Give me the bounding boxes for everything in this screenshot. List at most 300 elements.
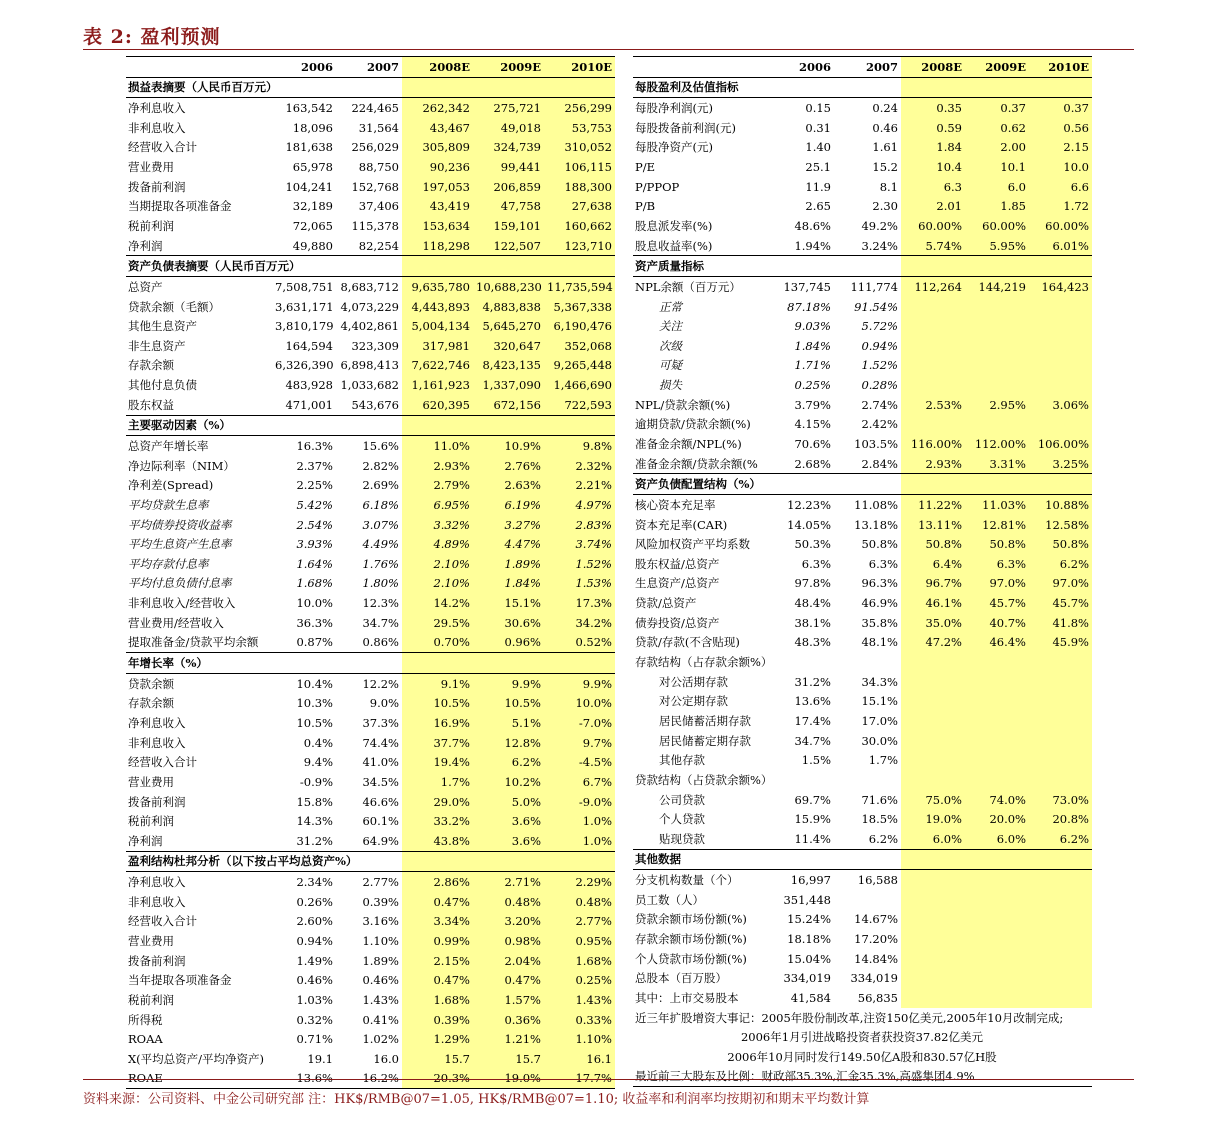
left-value-cell: 16.1 xyxy=(544,1049,615,1069)
right-value-cell xyxy=(901,949,965,969)
left-value-cell: 2.77% xyxy=(362,875,399,890)
right-row-label: 居民储蓄活期存款 xyxy=(659,713,751,728)
left-row-label: X(平均总资产/平均净资产) xyxy=(128,1051,265,1066)
left-value-cell: 8,683,712 xyxy=(340,279,399,294)
left-row-label: 平均生息资产生息率 xyxy=(128,537,232,552)
right-value-cell: 2.53% xyxy=(901,395,965,415)
right-value-cell: 71.6% xyxy=(861,792,898,807)
left-value-cell: 6.2% xyxy=(473,752,544,772)
left-data-row xyxy=(126,1049,615,1069)
left-value-cell: 4,883,838 xyxy=(473,297,544,317)
left-value-cell: 262,342 xyxy=(402,98,473,118)
right-note-row xyxy=(633,1067,1092,1087)
left-table xyxy=(126,56,615,1089)
right-value-cell: 35.8% xyxy=(861,615,898,630)
right-value-cell xyxy=(901,968,965,988)
left-row-label: 非利息收入/经营收入 xyxy=(128,596,236,611)
right-row-label: 损失 xyxy=(659,378,682,393)
right-row-label: 准备金余额/贷款余额(% xyxy=(635,456,758,471)
right-value-cell: 50.3% xyxy=(794,537,831,552)
right-value-cell: 0.94% xyxy=(861,338,898,353)
left-value-cell: 9.0% xyxy=(369,696,399,711)
right-value-cell xyxy=(965,672,1029,692)
left-year-header: 2008E xyxy=(402,57,473,78)
right-value-cell: 40.7% xyxy=(965,613,1029,633)
right-value-cell: 0.24 xyxy=(872,101,898,116)
left-value-cell: 1.57% xyxy=(473,990,544,1010)
left-row-label: 经营收入合计 xyxy=(128,140,197,155)
right-data-row xyxy=(633,829,1092,849)
right-value-cell: 15.1% xyxy=(861,694,898,709)
right-row-label: NPL/贷款余额(%) xyxy=(635,397,731,412)
left-value-cell: -7.0% xyxy=(544,713,615,733)
right-data-row xyxy=(633,770,1092,790)
left-row-label: 净利息收入 xyxy=(128,715,186,730)
right-value-cell: 15.9% xyxy=(794,812,831,827)
right-value-cell xyxy=(901,652,965,672)
left-value-cell: 37.3% xyxy=(362,715,399,730)
left-data-row xyxy=(126,216,615,236)
right-value-cell: 48.4% xyxy=(794,596,831,611)
left-value-cell: 0.36% xyxy=(473,1010,544,1030)
right-value-cell: 20.8% xyxy=(1029,809,1092,829)
left-value-cell: 31.2% xyxy=(296,833,333,848)
left-row-label: 净利润 xyxy=(128,238,163,253)
right-value-cell: 4.15% xyxy=(794,417,831,432)
left-value-cell: 10.5% xyxy=(296,715,333,730)
right-value-cell xyxy=(965,297,1029,317)
right-value-cell: 74.0% xyxy=(965,790,1029,810)
right-row-label: P/E xyxy=(635,160,656,175)
left-data-row xyxy=(126,772,615,792)
table-title: 表 2: 盈利预测 xyxy=(83,26,221,48)
right-value-cell xyxy=(965,988,1029,1008)
right-data-row xyxy=(633,454,1092,474)
right-data-row xyxy=(633,515,1092,535)
right-value-cell: 16,588 xyxy=(857,873,898,888)
right-data-row xyxy=(633,750,1092,770)
right-value-cell: 47.2% xyxy=(901,633,965,653)
left-value-cell: 2.54% xyxy=(296,517,333,532)
left-value-cell: 3.07% xyxy=(362,517,399,532)
right-value-cell: 1.40 xyxy=(805,140,831,155)
right-value-cell: 6.2% xyxy=(868,831,898,846)
left-value-cell: -4.5% xyxy=(544,752,615,772)
right-value-cell xyxy=(901,711,965,731)
left-data-row xyxy=(126,515,615,535)
left-value-cell: 49,880 xyxy=(292,238,333,253)
left-value-cell: 1,466,690 xyxy=(544,375,615,395)
left-value-cell: 2.29% xyxy=(544,872,615,892)
left-value-cell: 31,564 xyxy=(358,120,399,135)
left-value-cell: 1,161,923 xyxy=(402,375,473,395)
right-data-row xyxy=(633,890,1092,910)
right-value-cell: 45.9% xyxy=(1029,633,1092,653)
right-value-cell: 48.6% xyxy=(794,218,831,233)
left-data-row xyxy=(126,951,615,971)
left-section-title: 主要驱动因素（%） xyxy=(126,415,402,436)
right-value-cell: 6.6 xyxy=(1029,177,1092,197)
left-value-cell: 106,115 xyxy=(544,157,615,177)
left-value-cell: 11.0% xyxy=(402,436,473,456)
left-value-cell: 12.2% xyxy=(362,676,399,691)
left-data-row xyxy=(126,831,615,851)
right-value-cell: 0.37 xyxy=(965,98,1029,118)
left-value-cell: 722,593 xyxy=(544,395,615,415)
left-table-panel xyxy=(126,56,615,1089)
left-value-cell: 0.96% xyxy=(473,633,544,653)
right-value-cell: 48.3% xyxy=(794,635,831,650)
left-value-cell: 2.77% xyxy=(544,912,615,932)
right-section-fill xyxy=(965,849,1029,870)
right-value-cell: 6.0% xyxy=(901,829,965,849)
left-section-fill xyxy=(402,415,473,436)
left-row-label: 存款余额 xyxy=(128,358,174,373)
left-value-cell: 1.7% xyxy=(402,772,473,792)
left-row-label: 净边际利率（NIM） xyxy=(128,458,235,473)
right-note: 最近前三大股东及比例：财政部35.3%,汇金35.3%,高盛集团4.9% xyxy=(633,1067,1092,1087)
left-value-cell: 1,337,090 xyxy=(473,375,544,395)
right-section-fill xyxy=(901,849,965,870)
title-divider xyxy=(83,49,1134,50)
right-year-header: 2010E xyxy=(1029,57,1092,78)
left-value-cell: 1.0% xyxy=(544,831,615,851)
right-value-cell: 6.3% xyxy=(868,556,898,571)
left-value-cell: 10.0% xyxy=(544,694,615,714)
right-value-cell: 334,019 xyxy=(850,971,898,986)
left-value-cell: 10.4% xyxy=(296,676,333,691)
left-value-cell: 10.2% xyxy=(473,772,544,792)
left-value-cell: 2.76% xyxy=(473,456,544,476)
right-value-cell: 0.62 xyxy=(965,118,1029,138)
right-section-header xyxy=(633,77,1092,98)
left-value-cell: 8,423,135 xyxy=(473,356,544,376)
right-value-cell: 13.11% xyxy=(901,515,965,535)
right-value-cell: 60.00% xyxy=(1029,216,1092,236)
right-value-cell: 50.8% xyxy=(1029,534,1092,554)
right-data-row xyxy=(633,809,1092,829)
left-row-label: 营业费用/经营收入 xyxy=(128,615,224,630)
right-data-row xyxy=(633,870,1092,890)
left-value-cell: 33.2% xyxy=(402,811,473,831)
right-data-row xyxy=(633,949,1092,969)
right-value-cell: 13.6% xyxy=(794,694,831,709)
left-value-cell: 46.6% xyxy=(362,794,399,809)
right-section-fill xyxy=(1029,77,1092,98)
left-value-cell: 19.0% xyxy=(473,1069,544,1089)
right-data-row xyxy=(633,988,1092,1008)
right-data-row xyxy=(633,613,1092,633)
left-value-cell: 672,156 xyxy=(473,395,544,415)
left-value-cell: 72,065 xyxy=(292,218,333,233)
left-value-cell: 29.0% xyxy=(402,792,473,812)
right-value-cell xyxy=(965,890,1029,910)
left-value-cell: 118,298 xyxy=(402,236,473,256)
right-value-cell xyxy=(901,731,965,751)
right-value-cell xyxy=(1029,297,1092,317)
left-value-cell: 10.9% xyxy=(473,436,544,456)
left-value-cell: 14.2% xyxy=(402,593,473,613)
right-value-cell: 38.1% xyxy=(794,615,831,630)
left-value-cell: 6,898,413 xyxy=(340,358,399,373)
right-value-cell: 2.30 xyxy=(872,199,898,214)
left-section-header xyxy=(126,256,615,277)
right-section-fill xyxy=(1029,256,1092,277)
right-row-label: 贷款结构（占贷款余额%） xyxy=(635,772,773,787)
left-value-cell: 6.7% xyxy=(544,772,615,792)
right-value-cell: 49.2% xyxy=(861,218,898,233)
left-value-cell: 4,073,229 xyxy=(340,299,399,314)
right-data-row xyxy=(633,297,1092,317)
right-section-header xyxy=(633,256,1092,277)
left-row-label: ROAA xyxy=(128,1032,163,1047)
left-section-fill xyxy=(544,415,615,436)
right-row-label: 正常 xyxy=(659,299,682,314)
left-row-label: 当期提取各项准备金 xyxy=(128,199,232,214)
left-value-cell: 0.86% xyxy=(362,635,399,650)
left-value-cell: 0.33% xyxy=(544,1010,615,1030)
left-value-cell: 324,739 xyxy=(473,138,544,158)
right-row-label: 逾期贷款/贷款余额(%) xyxy=(635,417,751,432)
left-row-label: 拨备前利润 xyxy=(128,953,186,968)
right-value-cell: 35.0% xyxy=(901,613,965,633)
right-data-row xyxy=(633,375,1092,395)
left-value-cell: 36.3% xyxy=(296,615,333,630)
left-value-cell: 0.87% xyxy=(296,635,333,650)
left-value-cell: 99,441 xyxy=(473,157,544,177)
right-value-cell: 60.00% xyxy=(901,216,965,236)
left-value-cell: 2.04% xyxy=(473,951,544,971)
right-value-cell: 2.93% xyxy=(901,454,965,474)
right-value-cell: 11.08% xyxy=(854,497,898,512)
left-data-row xyxy=(126,1010,615,1030)
left-value-cell: 1.29% xyxy=(402,1029,473,1049)
left-value-cell: 0.52% xyxy=(544,633,615,653)
left-value-cell: 0.70% xyxy=(402,633,473,653)
right-value-cell: 6.3% xyxy=(801,556,831,571)
right-data-row xyxy=(633,652,1092,672)
left-value-cell: 471,001 xyxy=(285,397,333,412)
left-value-cell: 5,004,134 xyxy=(402,316,473,336)
right-value-cell: 1.7% xyxy=(868,753,898,768)
left-value-cell: -9.0% xyxy=(544,792,615,812)
left-section-fill xyxy=(544,851,615,872)
right-value-cell: 18.5% xyxy=(861,812,898,827)
right-value-cell: 69.7% xyxy=(794,792,831,807)
left-section-header xyxy=(126,851,615,872)
right-value-cell xyxy=(965,692,1029,712)
left-value-cell: 4.97% xyxy=(544,495,615,515)
left-section-title: 盈利结构杜邦分析（以下按占平均总资产%） xyxy=(126,851,402,872)
right-data-row xyxy=(633,177,1092,197)
left-data-row xyxy=(126,157,615,177)
left-data-row xyxy=(126,196,615,216)
left-data-row xyxy=(126,811,615,831)
left-value-cell: 5,367,338 xyxy=(544,297,615,317)
left-value-cell: 305,809 xyxy=(402,138,473,158)
right-value-cell xyxy=(1029,731,1092,751)
left-row-label: 贷款余额 xyxy=(128,676,174,691)
right-data-row xyxy=(633,534,1092,554)
footer-divider xyxy=(83,1079,1134,1080)
left-value-cell: 4.89% xyxy=(402,534,473,554)
left-value-cell: 9.4% xyxy=(303,755,333,770)
left-data-row xyxy=(126,375,615,395)
left-value-cell: 153,634 xyxy=(402,216,473,236)
right-value-cell xyxy=(901,910,965,930)
right-value-cell xyxy=(901,988,965,1008)
left-value-cell: 4,443,893 xyxy=(402,297,473,317)
right-row-label: 对公定期存款 xyxy=(659,694,728,709)
right-row-label: P/PPOP xyxy=(635,179,680,194)
left-year-header: 2009E xyxy=(473,57,544,78)
right-value-cell: 41.8% xyxy=(1029,613,1092,633)
left-value-cell: 14.3% xyxy=(296,814,333,829)
right-data-row xyxy=(633,434,1092,454)
left-data-row xyxy=(126,931,615,951)
right-value-cell: 11.22% xyxy=(901,495,965,515)
left-value-cell: 1.89% xyxy=(473,554,544,574)
left-data-row xyxy=(126,475,615,495)
right-value-cell: 103.5% xyxy=(854,436,898,451)
right-value-cell: 14.67% xyxy=(854,912,898,927)
left-row-label: 平均债券投资收益率 xyxy=(128,517,232,532)
left-row-label: 净利息收入 xyxy=(128,101,186,116)
right-data-row xyxy=(633,316,1092,336)
right-value-cell: 15.2 xyxy=(872,160,898,175)
left-value-cell: 12.3% xyxy=(362,596,399,611)
left-row-label: 税前利润 xyxy=(128,814,174,829)
left-value-cell: 0.25% xyxy=(544,970,615,990)
left-value-cell: 43,419 xyxy=(402,196,473,216)
right-value-cell xyxy=(901,297,965,317)
right-value-cell xyxy=(1029,988,1092,1008)
right-value-cell: 1.84% xyxy=(794,338,831,353)
right-value-cell: 0.28% xyxy=(861,378,898,393)
right-data-row xyxy=(633,633,1092,653)
right-value-cell xyxy=(834,770,901,790)
left-value-cell: 0.47% xyxy=(473,970,544,990)
right-row-label: 贷款余额市场份额(%) xyxy=(635,912,747,927)
right-section-fill xyxy=(1029,474,1092,495)
right-value-cell: 46.1% xyxy=(901,593,965,613)
right-value-cell: 5.72% xyxy=(861,319,898,334)
right-value-cell: 15.04% xyxy=(787,951,831,966)
right-value-cell: 87.18% xyxy=(787,299,831,314)
right-row-label: 股息派发率(%) xyxy=(635,218,713,233)
left-value-cell: 9.1% xyxy=(402,673,473,693)
left-value-cell: 15.7 xyxy=(402,1049,473,1069)
left-row-label: 拨备前利润 xyxy=(128,794,186,809)
right-value-cell: 3.79% xyxy=(794,397,831,412)
left-value-cell: 163,542 xyxy=(285,101,333,116)
right-data-row xyxy=(633,395,1092,415)
right-value-cell: 6.0% xyxy=(965,829,1029,849)
right-value-cell: 0.15 xyxy=(805,101,831,116)
left-value-cell: 10,688,230 xyxy=(473,277,544,297)
right-row-label: 生息资产/总资产 xyxy=(635,576,720,591)
right-value-cell: 10.1 xyxy=(965,157,1029,177)
right-section-fill xyxy=(965,77,1029,98)
left-value-cell: 47,758 xyxy=(473,196,544,216)
right-value-cell xyxy=(965,415,1029,435)
left-section-title: 损益表摘要（人民币百万元） xyxy=(126,77,402,98)
left-value-cell: 104,241 xyxy=(285,179,333,194)
left-section-header xyxy=(126,653,615,674)
right-value-cell xyxy=(1029,890,1092,910)
right-value-cell xyxy=(965,870,1029,890)
left-value-cell: 2.83% xyxy=(544,515,615,535)
left-data-row xyxy=(126,297,615,317)
right-value-cell: 0.31 xyxy=(805,120,831,135)
right-value-cell xyxy=(901,929,965,949)
left-value-cell: 0.39% xyxy=(402,1010,473,1030)
right-value-cell: 17.4% xyxy=(794,713,831,728)
left-data-row xyxy=(126,593,615,613)
right-row-label: 每股拨备前利润(元) xyxy=(635,120,736,135)
left-data-row xyxy=(126,892,615,912)
left-value-cell: 0.48% xyxy=(473,892,544,912)
right-value-cell: 5.74% xyxy=(901,236,965,256)
right-value-cell: 10.0 xyxy=(1029,157,1092,177)
left-value-cell: 16.2% xyxy=(336,1069,402,1089)
right-value-cell: 111,774 xyxy=(850,279,898,294)
left-value-cell: 2.21% xyxy=(544,475,615,495)
left-row-label: 净利润 xyxy=(128,833,163,848)
left-section-fill xyxy=(402,653,473,674)
left-value-cell: 0.39% xyxy=(362,894,399,909)
right-row-label: 债券投资/总资产 xyxy=(635,615,720,630)
right-row-label: 贴现贷款 xyxy=(659,831,705,846)
right-value-cell xyxy=(965,356,1029,376)
right-value-cell xyxy=(1029,692,1092,712)
left-value-cell: 1.43% xyxy=(362,992,399,1007)
left-value-cell: 197,053 xyxy=(402,177,473,197)
right-value-cell xyxy=(901,316,965,336)
left-header-row xyxy=(126,57,615,78)
right-value-cell xyxy=(1029,870,1092,890)
right-value-cell: 0.56 xyxy=(1029,118,1092,138)
right-value-cell: 56,835 xyxy=(857,990,898,1005)
left-value-cell: 10.5% xyxy=(402,694,473,714)
right-data-row xyxy=(633,574,1092,594)
left-value-cell: 4,402,861 xyxy=(340,319,399,334)
left-value-cell: 4.49% xyxy=(362,537,399,552)
left-value-cell: 123,710 xyxy=(544,236,615,256)
right-data-row xyxy=(633,356,1092,376)
right-value-cell: 96.7% xyxy=(901,574,965,594)
left-row-label: 税前利润 xyxy=(128,992,174,1007)
left-value-cell: 0.4% xyxy=(303,735,333,750)
right-value-cell: 3.06% xyxy=(1029,395,1092,415)
right-value-cell: 45.7% xyxy=(965,593,1029,613)
right-value-cell: 2.95% xyxy=(965,395,1029,415)
right-value-cell xyxy=(965,711,1029,731)
right-row-label: 其他存款 xyxy=(659,753,705,768)
right-row-label: 对公活期存款 xyxy=(659,674,728,689)
left-row-label: 当年提取各项准备金 xyxy=(128,973,232,988)
right-value-cell xyxy=(901,870,965,890)
right-value-cell xyxy=(1029,929,1092,949)
left-value-cell: 0.46% xyxy=(296,973,333,988)
left-data-row xyxy=(126,534,615,554)
left-value-cell: 90,236 xyxy=(402,157,473,177)
left-value-cell: 1.03% xyxy=(296,992,333,1007)
right-value-cell: 3.24% xyxy=(861,238,898,253)
left-value-cell: 19.1 xyxy=(307,1051,333,1066)
left-value-cell: 16.3% xyxy=(296,438,333,453)
left-value-cell: 4.47% xyxy=(473,534,544,554)
